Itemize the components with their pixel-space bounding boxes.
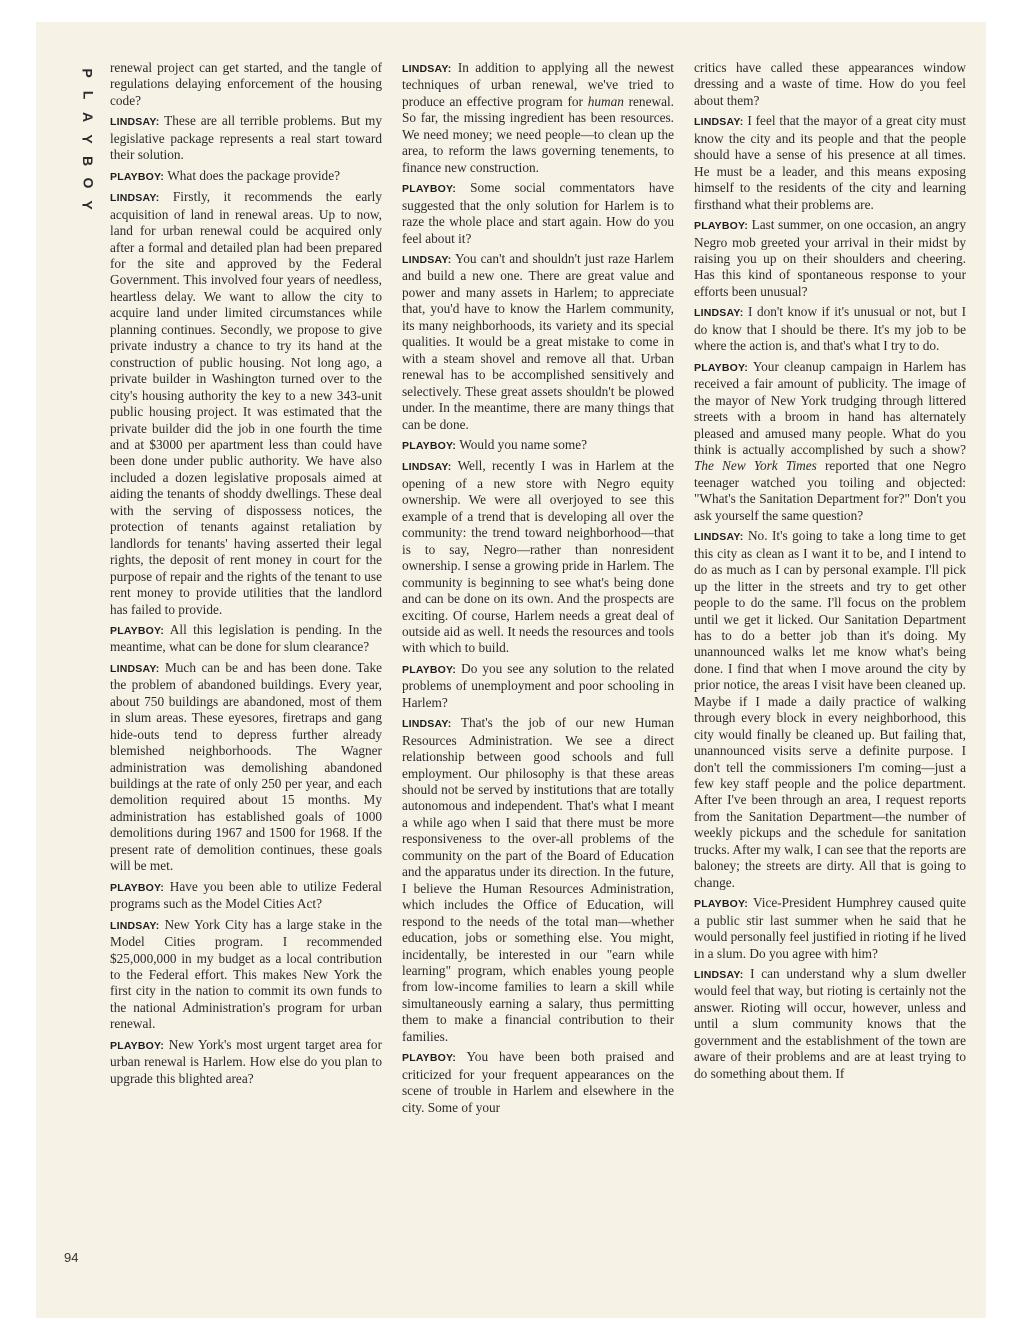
interview-paragraph bbox=[402, 458, 674, 656]
paragraph-text: Last summer, on one occasion, an angry Negro mob greeted your arrival in their midst by raising you up on their shoulders and cheering. Has this kind of spontaneous response to your efforts been unusual? bbox=[694, 217, 966, 299]
speaker-label: PLAYBOY: bbox=[694, 898, 749, 911]
interview-paragraph bbox=[110, 113, 382, 163]
paragraph-text: What does the package provide? bbox=[167, 167, 341, 183]
interview-paragraph bbox=[694, 528, 966, 891]
speaker-label: PLAYBOY: bbox=[110, 624, 165, 637]
paragraph-text: Some social commentators have suggested that the only solution for Harlem is to raze the whole place and start again. How do you feel about it? bbox=[402, 180, 674, 246]
interview-paragraph bbox=[402, 661, 674, 711]
text-column-1 bbox=[110, 60, 382, 1270]
interview-paragraph bbox=[110, 917, 382, 1033]
speaker-label: PLAYBOY: bbox=[402, 663, 457, 676]
interview-paragraph bbox=[694, 304, 966, 354]
paragraph-text: Have you been able to utilize Federal programs such as the Model Cities Act? bbox=[110, 878, 382, 912]
side-logo-letter: Y bbox=[80, 134, 96, 144]
interview-paragraph bbox=[694, 113, 966, 213]
side-logo-letter: B bbox=[80, 155, 96, 167]
speaker-label: PLAYBOY: bbox=[402, 183, 457, 196]
speaker-label: LINDSAY: bbox=[110, 116, 160, 129]
interview-paragraph bbox=[110, 1037, 382, 1087]
paragraph-text: Well, recently I was in Harlem at the opening of a new store with Negro equity ownership. We were all overjoyed to see this example of a trend that is developing all over the community: the trend toward neighborhood—that is to say, Negro—rather than nonresident ownership. I sense a growing pride in Harlem. The community is beginning to see what's being done and can be done on its own. And the prospects are exciting. Of course, Harlem needs a great deal of outside aid as well. It needs the resources and tools with which to build. bbox=[402, 458, 674, 656]
speaker-label: LINDSAY: bbox=[694, 969, 744, 982]
interview-paragraph bbox=[694, 359, 966, 525]
text-column-3 bbox=[694, 60, 966, 1270]
speaker-label: PLAYBOY: bbox=[694, 361, 749, 374]
paragraph-text: No. It's going to take a long time to get this city as clean as I want it to be, and I intend to do as much as I can by personal example. I'll pick up the litter in the streets and try to get other people to do the same. I'll focus on the problem until we get it licked. Our Sanitation Department has to do a better job than it's doing. My unannounced walks let me know what's being done. I find that when I move around the city by prior notice, the areas I visit have been cleaned up. Maybe if I made a daily practice of walking through every block in every neighborhood, this city would finally be cleaned up. But failing that, unannounced visits serve a definite purpose. I don't tell the commissioners I'm coming—just a few key staff people and the police department. After I've been through an area, I request reports from the Sanitation Department—the number of weekly pickups and the schedule for sanitation trucks. After my walk, I can see that the reports are baloney; the streets are dirty. All that is going to change. bbox=[694, 528, 966, 890]
interview-paragraph bbox=[110, 660, 382, 875]
paragraph-text: Do you see any solution to the related problems of unemployment and poor schooling in Harlem? bbox=[402, 660, 674, 710]
interview-paragraph bbox=[694, 217, 966, 300]
interview-paragraph bbox=[402, 437, 674, 454]
speaker-label: LINDSAY: bbox=[694, 307, 744, 320]
paragraph-text: Would you name some? bbox=[459, 436, 588, 452]
paragraph-text: Vice-President Humphrey caused quite a public stir last summer when he said that he would personally feel justified in rioting if he lived in a slum. Do you agree with him? bbox=[694, 895, 966, 961]
interview-paragraph bbox=[694, 895, 966, 962]
speaker-label: PLAYBOY: bbox=[110, 170, 165, 183]
paragraph-text: These are all terrible problems. But my legislative package represents a real start toward their solution. bbox=[110, 113, 382, 163]
paragraph-text: renewal project can get started, and the tangle of regulations delaying enforcement of the housing code? bbox=[110, 60, 382, 108]
speaker-label: LINDSAY: bbox=[110, 192, 160, 205]
side-logo-letter: P bbox=[80, 68, 96, 78]
side-logo-letter: O bbox=[79, 177, 96, 189]
interview-paragraph bbox=[694, 966, 966, 1082]
paragraph-text: I can understand why a slum dweller would feel that way, but rioting is certainly not the answer. Rioting will occur, however, unless and until a slum community knows that the government and the establishment of the town are aware of their problems and are at least trying to do something about them. If bbox=[694, 966, 966, 1081]
speaker-label: LINDSAY: bbox=[694, 531, 744, 544]
interview-paragraph bbox=[110, 168, 382, 185]
speaker-label: PLAYBOY: bbox=[694, 220, 749, 233]
paragraph-text: You have been both praised and criticized for your frequent appearances on the scene of trouble in Harlem and elsewhere in the city. Some of your bbox=[402, 1049, 674, 1115]
text-column-2 bbox=[402, 60, 674, 1270]
paragraph-text: You can't and shouldn't just raze Harlem and build a new one. There are great value and power and many assets in Harlem; to appreciate that, you'd have to know the Harlem community, its many neighborhoods, its variety and its special qualities. It would be a great mistake to come in with a steam shovel and remove all that. Urban renewal has to be accomplished sensitively and selectively. These great assets shouldn't be plowed under. In the meantime, there are many things that can be done. bbox=[402, 250, 674, 432]
interview-paragraph bbox=[402, 715, 674, 1045]
page-number: 94 bbox=[64, 1250, 79, 1265]
playboy-side-logo bbox=[80, 62, 96, 216]
interview-paragraph bbox=[402, 180, 674, 247]
paragraph-text: In addition to applying all the newest techniques of urban renewal, we've tried to produce an effective program for bbox=[402, 60, 674, 109]
speaker-label: PLAYBOY: bbox=[110, 881, 165, 894]
interview-paragraph bbox=[110, 879, 382, 913]
interview-paragraph bbox=[110, 189, 382, 618]
speaker-label: LINDSAY: bbox=[694, 116, 744, 129]
interview-paragraph bbox=[402, 60, 674, 176]
side-logo-letter: L bbox=[80, 90, 96, 100]
paragraph-text-continued: reported that one Negro teenager watched you toiling and objected: "What's the Sanitation Department for?" Don't you ask yourself the same question? bbox=[694, 458, 966, 523]
side-logo-letter: A bbox=[80, 111, 96, 123]
speaker-label: PLAYBOY: bbox=[402, 439, 457, 452]
speaker-label: LINDSAY: bbox=[402, 718, 452, 731]
speaker-label: LINDSAY: bbox=[402, 63, 452, 75]
paragraph-text: New York's most urgent target area for urban renewal is Harlem. How else do you plan to upgrade this blighted area? bbox=[110, 1036, 382, 1086]
paragraph-text: I feel that the mayor of a great city must know the city and its people and that the people should have a sense of his presence at all times. He must be a leader, and this means exposing himself to the residents of the city and learning firsthand what their problems are. bbox=[694, 113, 966, 212]
paragraph-text: Firstly, it recommends the early acquisition of land in renewal areas. Up to now, land for urban renewal could be acquired only after a formal and detailed plan had been prepared for the site and approved by the Federal Government. This involved four years of needless, heartless delay. We want to allow the city to acquire land under limited circumstances while planning continues. Secondly, we propose to give private industry a chance to try its hand at the construction of public housing. Not long ago, a private builder in Washington turned over to the city's housing authority the key to a new 343-unit public housing project. It was estimated that the private builder did the job in one fourth the time and at $3000 per apartment less than could have been done under public authority. We have also included a dozen legislative proposals aimed at aiding the tenants of shoddy dwellings. These deal with the serving of dispossess notices, the protection of tenants against retaliation by landlords for tenants' having asserted their legal rights, the deposit of rent money in court for the purpose of repair and the rights of the tenant to use rent money to provide utilities that the landlord has failed to provide. bbox=[110, 189, 382, 617]
paragraph-text: I don't know if it's unusual or not, but I do know that I should be there. It's my job to be where the action is, and that's what I try to do. bbox=[694, 304, 966, 354]
speaker-label: LINDSAY: bbox=[402, 461, 452, 474]
italic-text: human bbox=[587, 93, 624, 109]
interview-paragraph bbox=[110, 60, 382, 109]
paragraph-text: Much can be and has been done. Take the problem of abandoned buildings. Every year, about 750 buildings are abandoned, most of them in slum areas. These eyesores, firetraps and gang hide-outs tend to depress further already blemished neighborhoods. The Wagner administration was demolishing abandoned buildings at the rate of only 250 per year, and each demolition required about 15 months. My administration has established goals of 1000 demolitions during 1967 and 1500 for 1968. If the present rate of demolition continues, these goals will be met. bbox=[110, 659, 382, 874]
interview-paragraph bbox=[110, 622, 382, 656]
side-logo-letter: Y bbox=[80, 200, 96, 210]
paragraph-text: Your cleanup campaign in Harlem has received a fair amount of publicity. The image of the mayor of New York trudging through littered streets with a broom in hand has alternately pleased and amused many people. What do you think is actually accomplished by such a show? bbox=[694, 358, 966, 457]
speaker-label: PLAYBOY: bbox=[110, 1039, 165, 1052]
interview-paragraph bbox=[694, 60, 966, 109]
interview-paragraph bbox=[402, 1049, 674, 1116]
interview-paragraph bbox=[402, 251, 674, 433]
paragraph-text: critics have called these appearances window dressing and a waste of time. How do you feel about them? bbox=[694, 60, 966, 108]
paragraph-text: New York City has a large stake in the Model Cities program. I recommended $25,000,000 in my budget as a local contribution to the Federal effort. This makes New York the first city in the nation to commit its own funds to the national Administration's program for urban renewal. bbox=[110, 916, 382, 1032]
paragraph-text-continued: renewal. So far, the missing ingredient has been resources. We need money; we need people—to clean up the area, to reform the laws governing tenements, to finance new construction. bbox=[402, 93, 674, 175]
paragraph-text: All this legislation is pending. In the meantime, what can be done for slum clearance? bbox=[110, 621, 382, 655]
speaker-label: LINDSAY: bbox=[402, 253, 452, 266]
italic-text: The New York Times bbox=[694, 458, 817, 474]
speaker-label: PLAYBOY: bbox=[402, 1052, 457, 1065]
speaker-label: LINDSAY: bbox=[110, 662, 160, 675]
paragraph-text: That's the job of our new Human Resources Administration. We see a direct relationship between good schools and full employment. Our philosophy is that these areas should not be served by institutions that are totally autonomous and independent. That's what I meant a while ago when I said that there must be more responsiveness to the over-all problems of the community on the part of the Board of Education and the apparatus under its direction. In the future, I believe the Human Resources Administration, which includes the Office of Education, will respond to the needs of the total man—whether education, jobs or something else. You might, incidentally, be interested in our "earn while learning" program, which enables young people from low-income families to learn a skill while simultaneously earning a salary, thus permitting them to make a financial contribution to their families. bbox=[402, 715, 674, 1044]
speaker-label: LINDSAY: bbox=[110, 919, 160, 932]
